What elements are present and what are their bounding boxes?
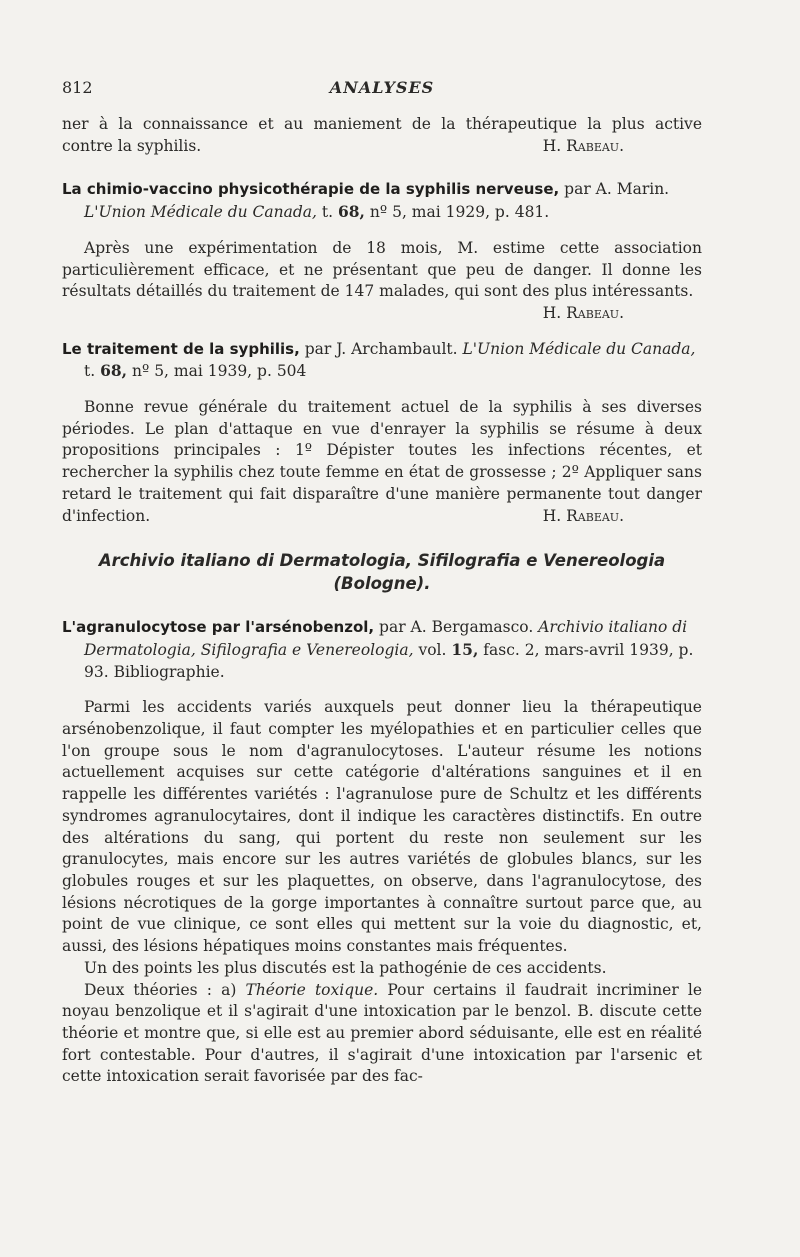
article-author: par A. Marin. [564,180,670,199]
article-reference: nº 5, mai 1939, p. 504 [132,362,307,381]
journal-city: (Bologne). [333,574,431,594]
running-head [62,78,702,104]
article-title: La chimio-vaccino physicothérapie de la syphilis nerveuse, [62,180,560,199]
article-journal: L'Union Médicale du Canada, [462,339,696,358]
journal-name: Archivio italiano di Dermatologia, Sifilografia e Venereologia [98,551,666,571]
paragraph-continuation [62,114,702,157]
article-volume: 15, [451,639,479,659]
article-abstract [62,397,702,527]
article-author: par A. Bergamasco. [379,618,534,637]
page [62,78,702,1088]
article-reference: fasc. 2, mars-avril 1939, p. 93. Bibliographie. [84,640,694,681]
signature: H. Rabeau. [542,506,624,525]
abstract-text: Après une expérimentation de 18 mois, M. estime cette association particulièrement efficace, et ne présentant que peu de danger. Il donne les résultats détaillés du traitement de 147 malades, qui sont des plus intéressants. [62,238,702,301]
abstract-text: Deux théories : a) [84,980,237,999]
signature: H. Rabeau. [542,303,624,322]
article-reference: nº 5, mai 1929, p. 481. [369,203,550,222]
abstract-text: Pour certains il faudrait incriminer le noyau benzolique et il s'agirait d'une intoxication par le benzol. B. discute cette théorie et montre que, si elle est au premier abord séduisante, elle est en réalité fort contestable. Pour d'autres, il s'agirait d'une intoxication par l'arsenic et cette intoxication serait favorisée par des fac- [62,980,702,1086]
article-volume-label: t. [321,203,334,222]
article-volume: 68, [337,202,365,222]
article-title: Le traitement de la syphilis, [62,339,300,358]
paragraph-line: ner à la connaissance et au maniement de la thérapeutique la plus active [62,115,702,133]
article-journal: L'Union Médicale du Canada, [84,203,317,222]
journal-section-heading [62,549,702,595]
article-abstract [62,238,702,325]
article-volume: 68, [100,361,128,381]
signature: H. Rabeau. [542,136,624,155]
article-volume-label: vol. [418,640,447,659]
article-heading [62,617,702,683]
article-abstract [62,980,702,1089]
article-title: L'agranulocytose par l'arsénobenzol, [62,618,375,637]
running-title: ANALYSES [329,78,435,97]
article-heading [62,339,702,383]
paragraph-line: contre la syphilis. [62,136,202,155]
article-abstract: Un des points les plus discutés est la pathogénie de ces accidents. [84,958,607,977]
article-author: par J. Archambault. [304,339,458,358]
page-number: 812 [62,78,93,97]
article-volume-label: t. [84,362,96,381]
article-journal: Archivio italiano di Dermatologia, Sifilografia e Venereologia, [84,618,688,659]
abstract-text: Bonne revue générale du traitement actuel de la syphilis à ses diverses périodes. Le plan d'attaque en vue d'enrayer la syphilis se résume à deux propositions principales : 1º Dépister toutes les infections récentes, et rechercher la syphilis chez toute femme en état de grossesse ; 2º Appliquer sans retard le traitement qui fait disparaître d'une manière permanente tout danger d'infection. [62,398,702,525]
article-abstract: Parmi les accidents variés auxquels peut donner lieu la thérapeutique arsénobenzolique, il faut compter les myélopathies et en particulier celles que l'on groupe sous le nom d'agranulocytoses. L'auteur résume les notions actuellement acquises sur cette catégorie d'altérations sanguines et il en rappelle les différentes variétés : l'agranulose pure de Schultz et les différents syndromes agranulocytaires, dont il indique les caractères distinctifs. En outre des altérations du sang, qui portent du reste non seulement sur les granulocytes, mais encore sur les autres variétés de globules blancs, sur les globules rouges et sur les plaquettes, on observe, dans l'agranulocytose, des lésions nécrotiques de la gorge importantes à connaître surtout parce que, au point de vue clinique, ce sont elles qui mettent sur la voie du diagnostic, et, aussi, des lésions hépatiques moins constantes mais fréquentes. [62,698,702,956]
theory-title: Théorie toxique. [245,980,379,999]
article-heading [62,179,702,223]
